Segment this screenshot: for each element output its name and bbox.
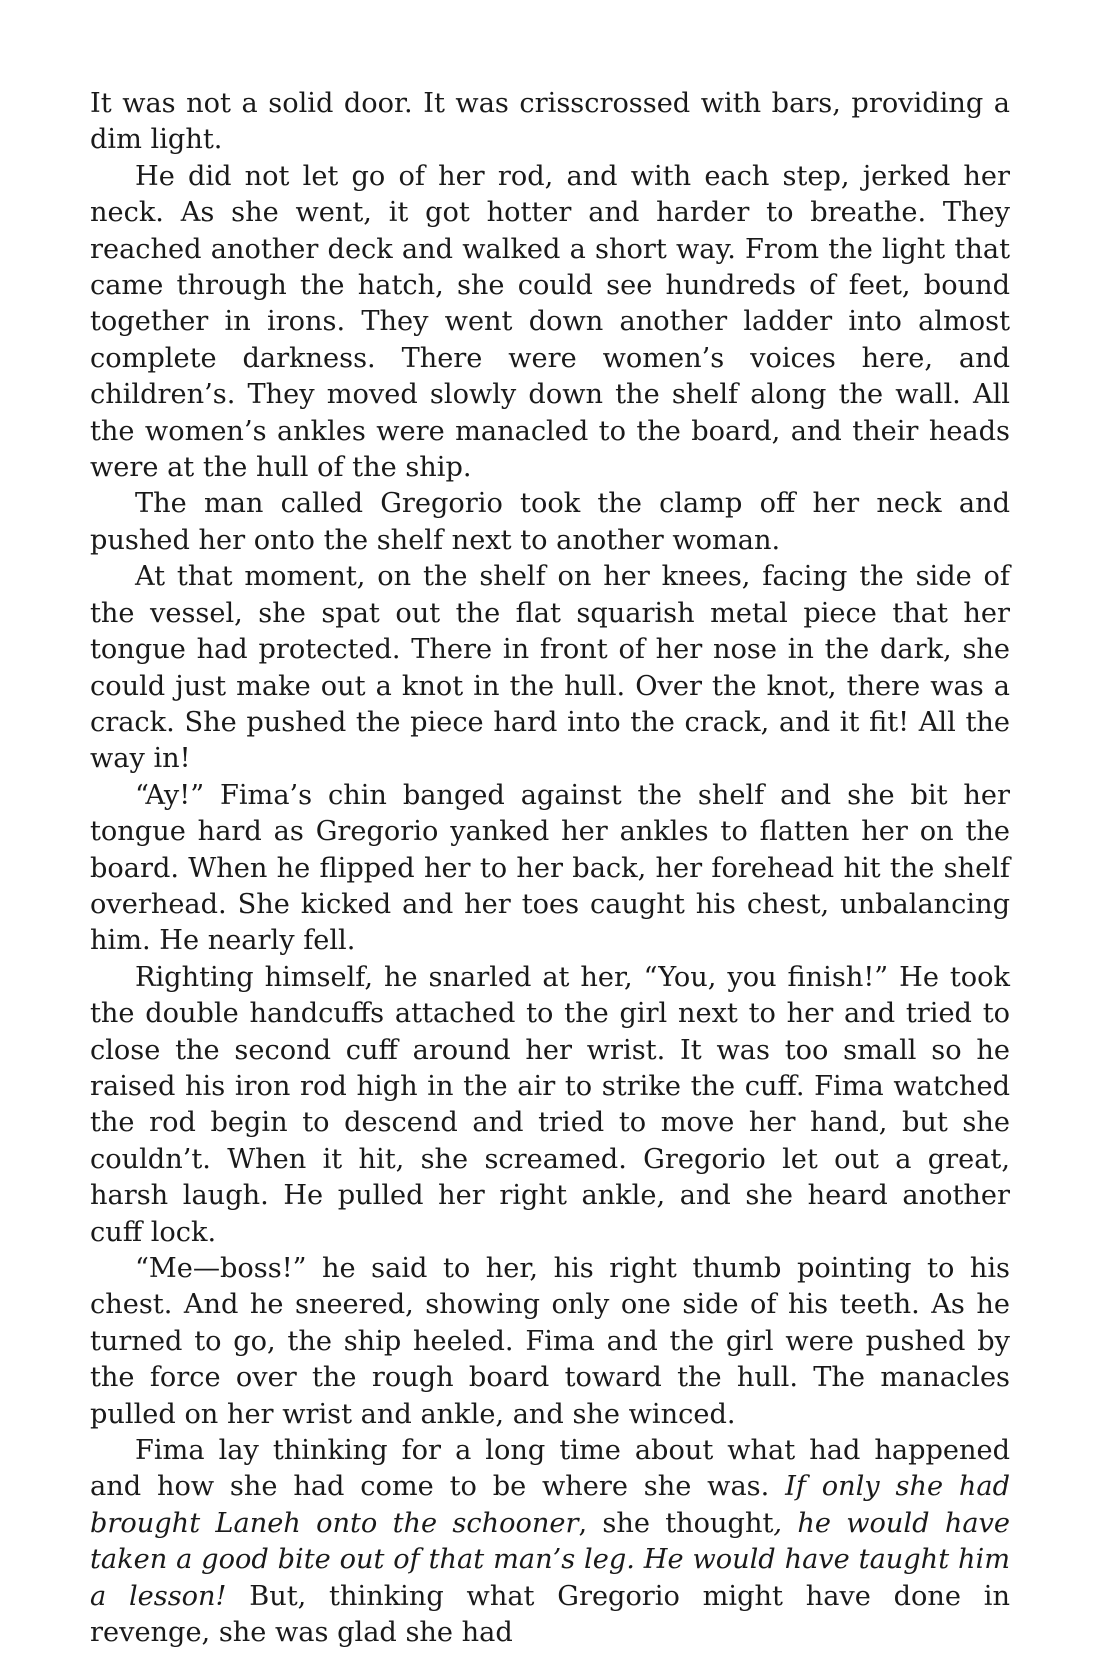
paragraph-5 (90, 778, 1010, 960)
paragraph-8-italic-thought-2: , he would have taken a good bite out of that man’s leg. He would have taught him a lesson! (90, 1507, 1010, 1612)
paragraph-2 (90, 159, 1010, 487)
paragraph-8-italic-thought-1: If only she had brought Laneh onto the schooner (90, 1471, 1010, 1539)
paragraph-1 (90, 86, 1010, 159)
paragraph-6-text: Righting himself, he snarled at her, “You, you finish!” He took the double handcuffs attached to the girl next to her and tried to close the second cuff around her wrist. It was too small so he raised his iron rod high in the air to strike the cuff. Fima watched the rod begin to descend and tried to move her hand, but she couldn’t. When it hit, she screamed. Gregorio let out a great, harsh laugh. He pulled her right ankle, and she heard another cuff lock. (90, 961, 1010, 1248)
paragraph-4 (90, 559, 1010, 777)
paragraph-4-text: At that moment, on the shelf on her knees, facing the side of the vessel, she spat out the flat squarish metal piece that her tongue had protected. There in front of her nose in the dark, she could just make out a knot in the hull. Over the knot, there was a crack. She pushed the piece hard into the crack, and it fit! All the way in! (90, 561, 1010, 775)
paragraph-7-text: “Me—boss!” he said to her, his right thumb pointing to his chest. And he sneered, showing only one side of his teeth. As he turned to go, the ship heeled. Fima and the girl were pushed by the force over the rough board toward the hull. The manacles pulled on her wrist and ankle, and she winced. (90, 1253, 1010, 1430)
paragraph-5-text: “Ay!” Fima’s chin banged against the shelf and she bit her tongue hard as Gregorio yanked her ankles to flatten her on the board. When he flipped her to her back, her forehead hit the shelf overhead. She kicked and her toes caught his chest, unbalancing him. He nearly fell. (90, 779, 1010, 957)
paragraph-2-text: He did not let go of her rod, and with each step, jerked her neck. As she went, it got hotter and harder to breathe. They reached another deck and walked a short way. From the light that came through the hatch, she could see hundreds of feet, bound together in irons. They went down another ladder into almost complete darkness. There were women’s voices here, and children’s. They moved slowly down the shelf along the wall. All the women’s ankles were manacled to the board, and their heads were at the hull of the ship. (90, 160, 1010, 484)
paragraph-8-attribution: , she thought (578, 1507, 774, 1539)
paragraph-8-continuation: But, thinking what Gregorio might have done in revenge, she was glad she had (90, 1580, 1010, 1649)
paragraph-8-text: Fima lay thinking for a long time about what had happened and how she had come to be where she was. (90, 1435, 1010, 1503)
paragraph-7 (90, 1251, 1010, 1433)
book-page (90, 86, 1010, 1651)
paragraph-3-text: The man called Gregorio took the clamp off her neck and pushed her onto the shelf next to another woman. (90, 488, 1010, 556)
paragraph-3 (90, 486, 1010, 559)
paragraph-8 (90, 1433, 1010, 1651)
paragraph-6 (90, 960, 1010, 1251)
paragraph-1-text: It was not a solid door. It was crisscrossed with bars, providing a dim light. (90, 88, 1010, 156)
